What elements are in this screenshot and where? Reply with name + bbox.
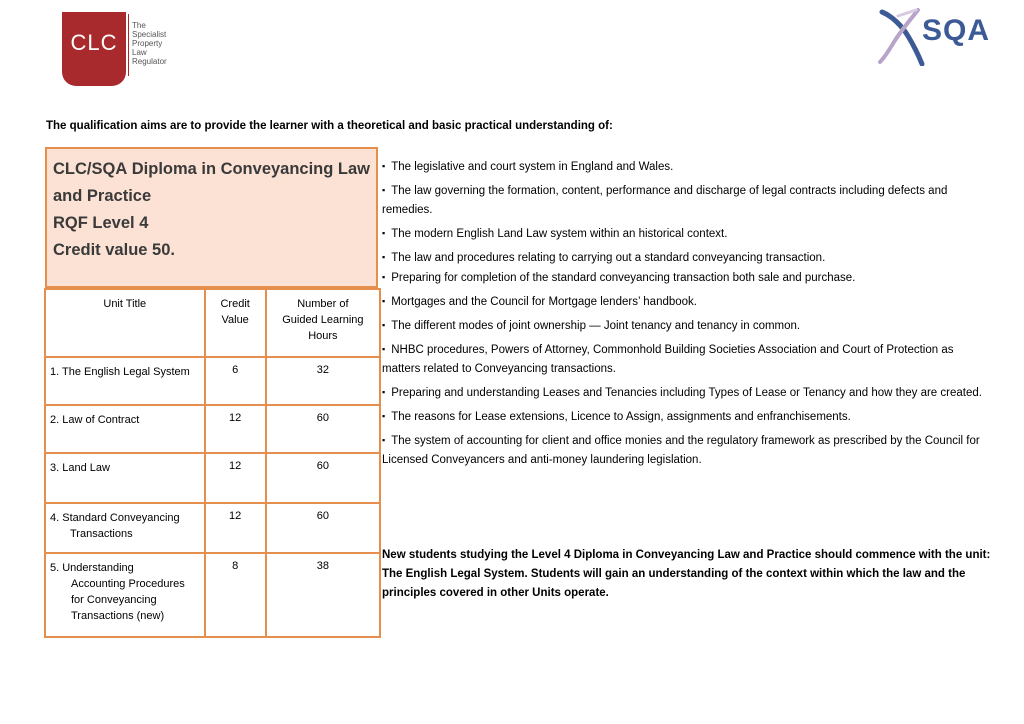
list-item: [382, 157, 982, 177]
bullet-icon: ▪: [382, 161, 386, 171]
bullet-icon: ▪: [382, 320, 386, 330]
unit-credit: 12: [205, 453, 266, 503]
bullet-icon: ▪: [382, 387, 386, 397]
list-item: [382, 248, 982, 268]
unit-title-line: for Conveyancing: [71, 594, 157, 606]
list-item: [382, 292, 982, 312]
unit-title-line: 4. Standard Conveyancing: [50, 512, 180, 524]
list-item: [382, 268, 982, 288]
clc-shield: [62, 12, 126, 86]
unit-title-line: Accounting Procedures: [71, 578, 185, 590]
bullet-icon: ▪: [382, 344, 386, 354]
title-word: CLC/SQA: [53, 160, 128, 178]
title-word: in: [201, 160, 217, 178]
column-header-credit-value: [205, 289, 266, 357]
list-item-text: NHBC procedures, Powers of Attorney, Commonhold Building Societies Association and Court of Protection as matters related to Conveyancing transactions.: [382, 344, 954, 375]
column-header-line: Number of: [297, 298, 349, 310]
unit-title: 1. The English Legal System: [45, 357, 205, 405]
unit-title: 2. Law of Contract: [45, 405, 205, 453]
unit-title: 3. Land Law: [45, 453, 205, 503]
unit-title-line: Transactions (new): [71, 610, 165, 622]
clc-tagline-line: Law: [132, 48, 147, 57]
table-row: [45, 453, 380, 503]
qualification-header: [45, 147, 378, 288]
column-header-line: Hours: [308, 330, 338, 342]
column-header-line: Value: [221, 314, 249, 326]
clc-logo-letters: CLC: [70, 30, 118, 55]
unit-hours: 60: [266, 453, 380, 503]
title-word: Conveyancing: [220, 160, 334, 178]
list-item: [382, 407, 982, 427]
unit-title: [45, 553, 205, 637]
list-item: [382, 181, 982, 220]
list-item-text: The system of accounting for client and office monies and the regulatory framework as prescribed by the Council for Licensed Conveyancers and anti-money laundering legislation.: [382, 435, 980, 466]
sqa-logo-text: SQA: [922, 14, 991, 47]
intro-text: The qualification aims are to provide the learner with a theoretical and basic practical understanding of:: [46, 120, 613, 132]
list-item-text: The reasons for Lease extensions, Licence to Assign, assignments and enfranchisements.: [391, 411, 851, 423]
clc-tagline-line: The: [132, 21, 146, 30]
list-item-text: Preparing for completion of the standard conveyancing transaction both sale and purchase.: [391, 272, 856, 284]
bullet-icon: ▪: [382, 228, 386, 238]
list-item: [382, 316, 982, 336]
unit-hours: 38: [266, 553, 380, 637]
unit-credit: 8: [205, 553, 266, 637]
unit-hours: 60: [266, 503, 380, 553]
sqa-x-mark-icon: [878, 6, 926, 66]
column-header-unit-title: Unit Title: [45, 289, 205, 357]
table-row: [45, 553, 380, 637]
unit-title: [45, 503, 205, 553]
table-header-row: [45, 289, 380, 357]
clc-logo: [62, 12, 182, 88]
unit-title-line: 5. Understanding: [50, 562, 134, 574]
column-header-guided-hours: [266, 289, 380, 357]
title-word: Law: [337, 160, 370, 178]
list-item-text: The law and procedures relating to carrying out a standard conveyancing transaction.: [391, 252, 826, 264]
bullet-icon: ▪: [382, 411, 386, 421]
unit-credit: 12: [205, 405, 266, 453]
table-row: [45, 357, 380, 405]
column-header-line: Guided Learning: [282, 314, 364, 326]
commencement-note: New students studying the Level 4 Diploma in Conveyancing Law and Practice should commence with the unit: The English Legal System. Students will gain an understanding of the context within which the law and the principles covered in other Units operate.: [382, 549, 991, 599]
clc-tagline-line: Regulator: [132, 57, 167, 66]
list-item: [382, 340, 982, 379]
sqa-logo: [878, 6, 1003, 66]
list-item: [382, 383, 982, 403]
qualification-title-line1: [53, 156, 370, 183]
bullet-icon: ▪: [382, 252, 386, 262]
list-item: [382, 431, 982, 470]
list-item-text: The different modes of joint ownership — Joint tenancy and tenancy in common.: [391, 320, 801, 332]
bullet-icon: ▪: [382, 435, 386, 445]
list-item-text: The modern English Land Law system within an historical context.: [391, 228, 728, 240]
title-word: Diploma: [131, 160, 197, 178]
bullet-icon: ▪: [382, 272, 386, 282]
units-table: [44, 288, 381, 638]
clc-tagline-line: Property: [132, 39, 163, 48]
list-item-text: Mortgages and the Council for Mortgage lenders’ handbook.: [391, 296, 697, 308]
bullet-icon: ▪: [382, 296, 386, 306]
unit-credit: 6: [205, 357, 266, 405]
aims-list: [382, 157, 982, 474]
table-row: [45, 503, 380, 553]
qualification-level: RQF Level 4: [53, 214, 149, 232]
unit-hours: 32: [266, 357, 380, 405]
unit-title-line: Transactions: [70, 528, 133, 540]
table-row: [45, 405, 380, 453]
unit-credit: 12: [205, 503, 266, 553]
qualification-credit-value: Credit value 50.: [53, 241, 175, 259]
unit-hours: 60: [266, 405, 380, 453]
list-item-text: The law governing the formation, content, performance and discharge of legal contracts including defects and remedies.: [382, 185, 948, 216]
list-item-text: The legislative and court system in England and Wales.: [391, 161, 674, 173]
list-item: [382, 224, 982, 244]
column-header-line: Credit: [220, 298, 250, 310]
bullet-icon: ▪: [382, 185, 386, 195]
qualification-title-line2: and Practice: [53, 187, 152, 205]
clc-tagline: [132, 21, 192, 66]
clc-logo-divider: [128, 14, 129, 76]
clc-tagline-line: Specialist: [132, 30, 167, 39]
list-item-text: Preparing and understanding Leases and Tenancies including Types of Lease or Tenancy and how they are created.: [391, 387, 982, 399]
